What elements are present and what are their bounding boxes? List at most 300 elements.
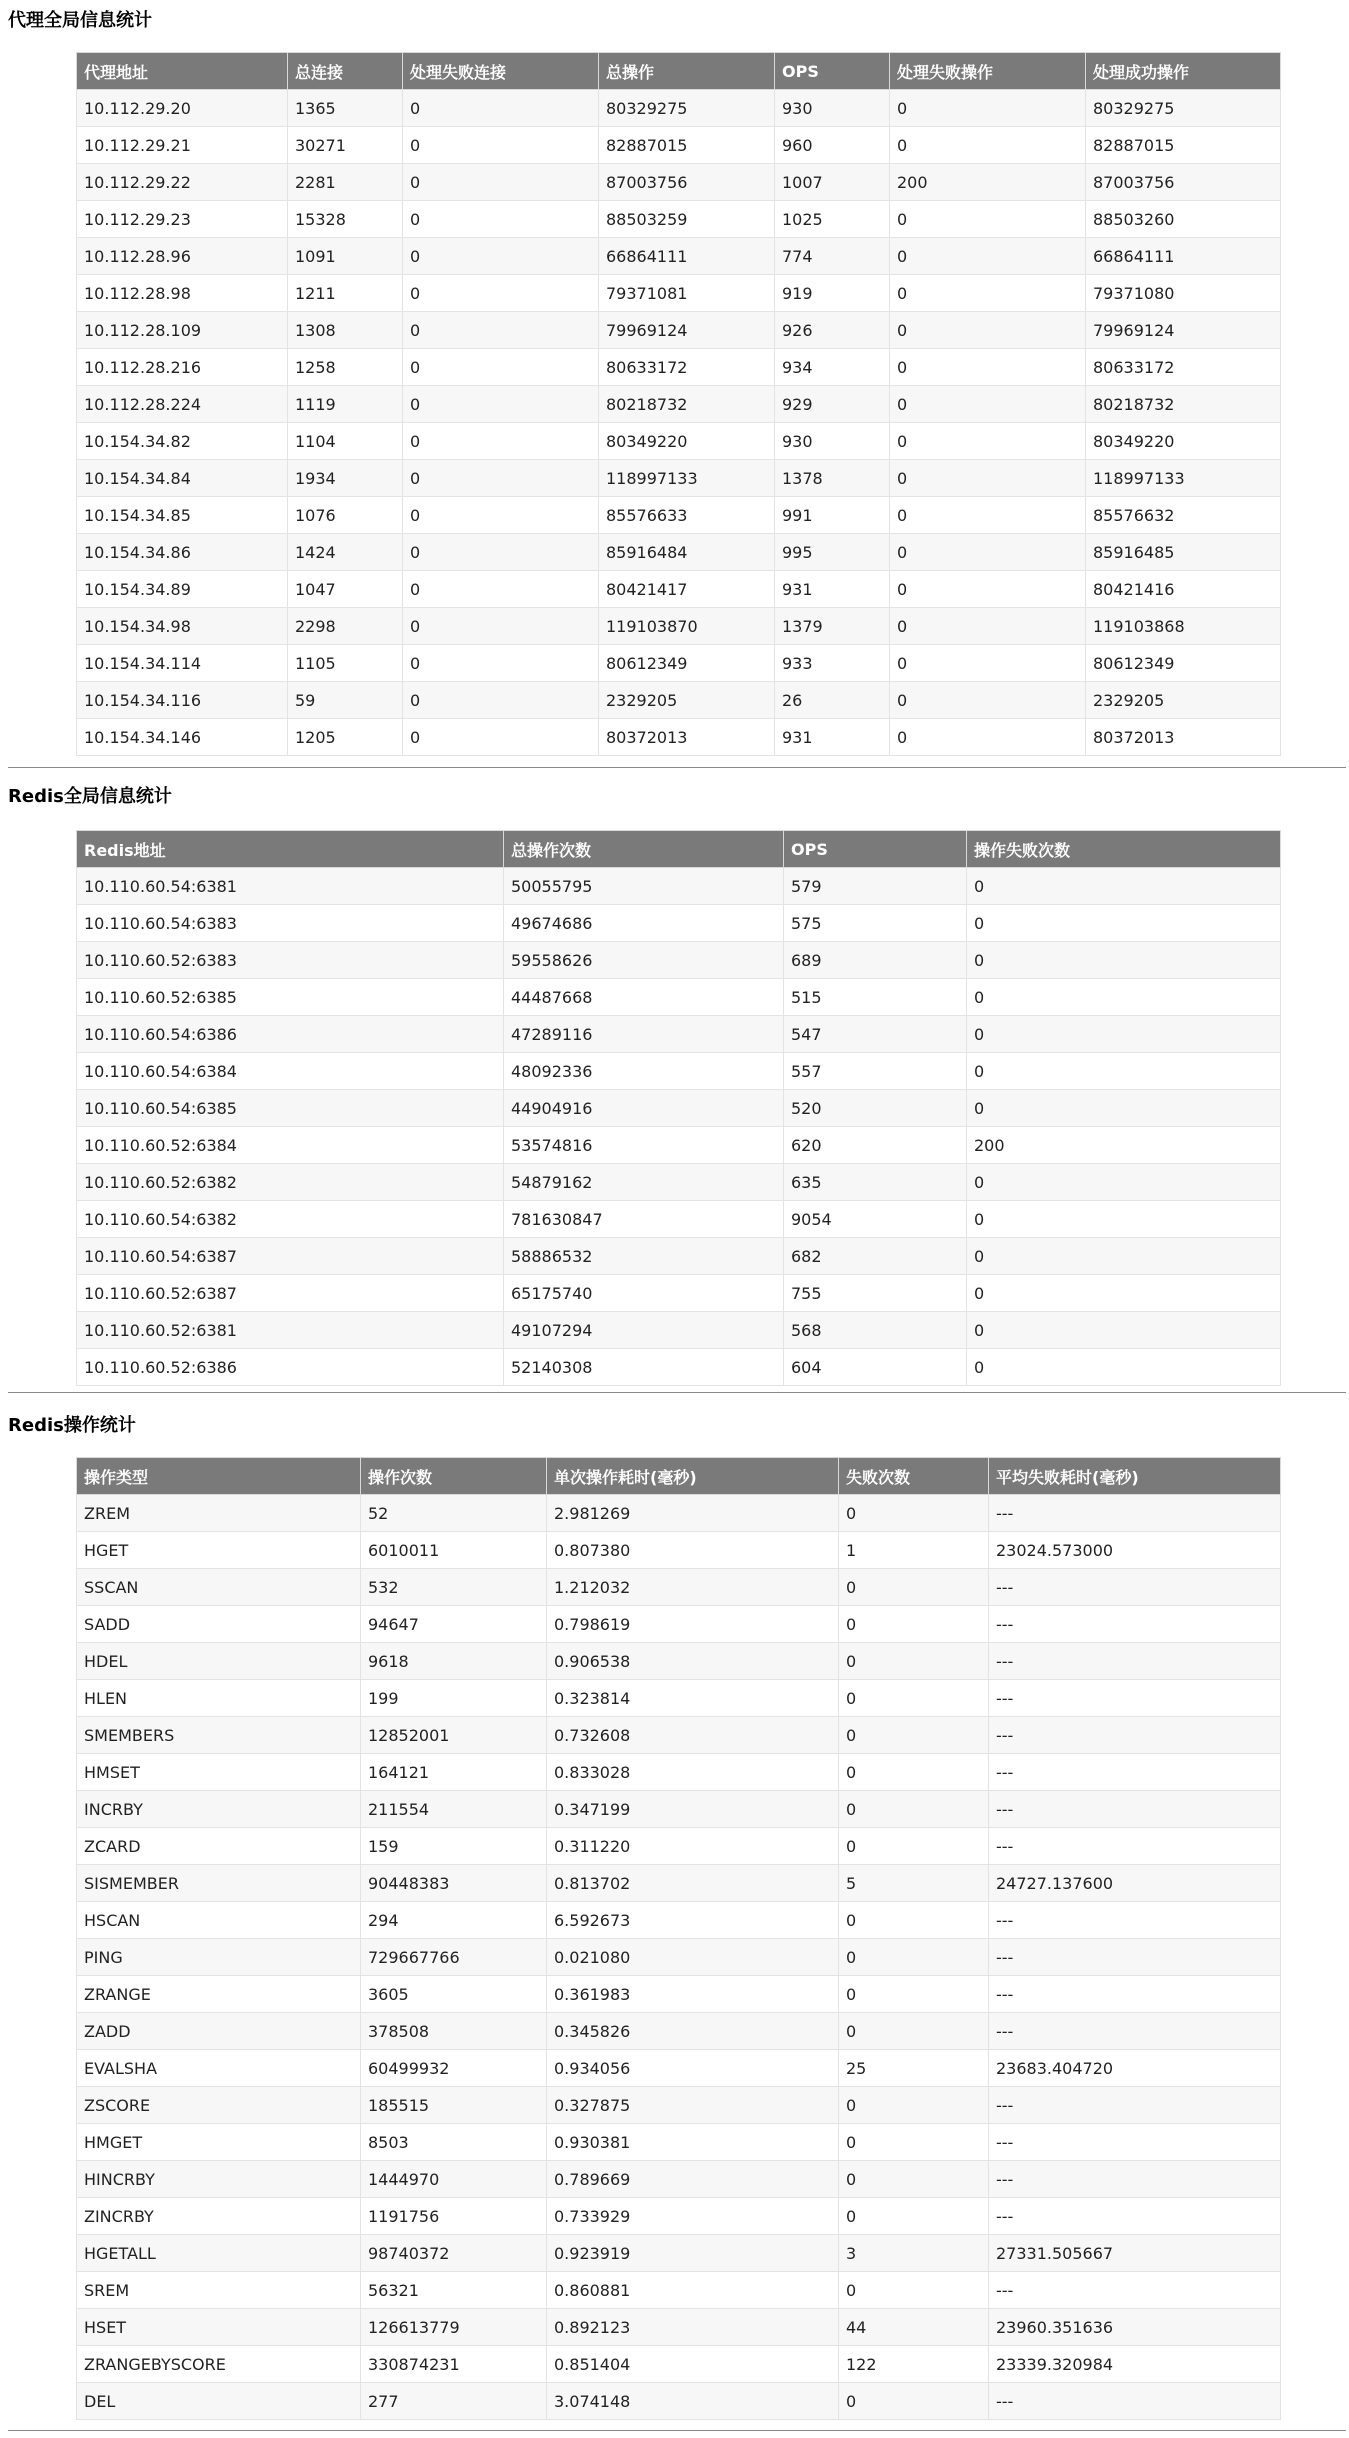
table-cell: 1205 xyxy=(288,719,403,756)
table-cell: 44904916 xyxy=(504,1090,784,1127)
table-cell: 931 xyxy=(775,719,890,756)
table-cell: ZCARD xyxy=(77,1828,361,1865)
table-cell: --- xyxy=(989,1606,1281,1643)
table-cell: 0 xyxy=(967,1238,1281,1275)
table-cell: ZRANGE xyxy=(77,1976,361,2013)
table-cell: 1424 xyxy=(288,534,403,571)
table-cell: 755 xyxy=(784,1275,967,1312)
table-cell: 0 xyxy=(839,1680,989,1717)
table-cell: 80421417 xyxy=(599,571,775,608)
section-divider xyxy=(8,1392,1346,1393)
table-cell: 88503259 xyxy=(599,201,775,238)
table-cell: 930 xyxy=(775,90,890,127)
table-cell: 0.851404 xyxy=(547,2346,839,2383)
table-row xyxy=(77,868,1281,905)
table-cell: 82887015 xyxy=(1086,127,1281,164)
table-cell: --- xyxy=(989,1902,1281,1939)
table-cell: 3 xyxy=(839,2235,989,2272)
table-row xyxy=(77,2013,1281,2050)
table-cell: 59 xyxy=(288,682,403,719)
table-cell: 48092336 xyxy=(504,1053,784,1090)
table-cell: --- xyxy=(989,1569,1281,1606)
table-cell: 0 xyxy=(403,164,599,201)
table-cell: 1379 xyxy=(775,608,890,645)
table-cell: --- xyxy=(989,2087,1281,2124)
table-cell: 2281 xyxy=(288,164,403,201)
table-row xyxy=(77,1754,1281,1791)
table-cell: 0 xyxy=(403,238,599,275)
table-cell: --- xyxy=(989,1680,1281,1717)
table-row xyxy=(77,349,1281,386)
table-cell: 30271 xyxy=(288,127,403,164)
table-cell: 0 xyxy=(890,201,1086,238)
redis-stats-table xyxy=(76,830,1281,1386)
table-cell: 10.154.34.146 xyxy=(77,719,288,756)
table-cell: --- xyxy=(989,1754,1281,1791)
table-cell: 0.807380 xyxy=(547,1532,839,1569)
table-row xyxy=(77,1532,1281,1569)
table-cell: 0 xyxy=(403,571,599,608)
table-row xyxy=(77,90,1281,127)
table-cell: 547 xyxy=(784,1016,967,1053)
table-cell: 94647 xyxy=(361,1606,547,1643)
table-row xyxy=(77,1164,1281,1201)
column-header: 总操作 xyxy=(599,53,775,90)
table-cell: 80612349 xyxy=(599,645,775,682)
table-cell: 0.906538 xyxy=(547,1643,839,1680)
table-cell: 122 xyxy=(839,2346,989,2383)
table-row xyxy=(77,719,1281,756)
table-cell: 53574816 xyxy=(504,1127,784,1164)
table-cell: 557 xyxy=(784,1053,967,1090)
table-cell: 52 xyxy=(361,1495,547,1532)
column-header: 失败次数 xyxy=(839,1458,989,1495)
table-row xyxy=(77,2198,1281,2235)
table-header xyxy=(77,53,1281,90)
table-cell: 10.110.60.52:6381 xyxy=(77,1312,504,1349)
table-cell: 781630847 xyxy=(504,1201,784,1238)
table-cell: 0 xyxy=(890,460,1086,497)
table-cell: 1105 xyxy=(288,645,403,682)
table-cell: 3605 xyxy=(361,1976,547,2013)
table-cell: 0.789669 xyxy=(547,2161,839,2198)
table-cell: 1378 xyxy=(775,460,890,497)
redis-ops-table xyxy=(76,1457,1281,2420)
table-row xyxy=(77,571,1281,608)
table-cell: ZSCORE xyxy=(77,2087,361,2124)
table-cell: 0 xyxy=(403,645,599,682)
table-cell: 689 xyxy=(784,942,967,979)
table-cell: HGET xyxy=(77,1532,361,1569)
table-cell: 568 xyxy=(784,1312,967,1349)
table-cell: 1365 xyxy=(288,90,403,127)
proxy-stats-table xyxy=(76,52,1281,756)
table-row xyxy=(77,1939,1281,1976)
table-cell: 52140308 xyxy=(504,1349,784,1386)
table-cell: HGETALL xyxy=(77,2235,361,2272)
table-cell: 0 xyxy=(890,497,1086,534)
table-cell: --- xyxy=(989,2198,1281,2235)
table-cell: 934 xyxy=(775,349,890,386)
table-cell: 10.110.60.52:6385 xyxy=(77,979,504,1016)
table-cell: 0 xyxy=(967,905,1281,942)
table-cell: 88503260 xyxy=(1086,201,1281,238)
table-cell: 0 xyxy=(839,1717,989,1754)
table-cell: 10.112.29.23 xyxy=(77,201,288,238)
table-cell: 10.112.28.224 xyxy=(77,386,288,423)
table-row xyxy=(77,127,1281,164)
table-cell: EVALSHA xyxy=(77,2050,361,2087)
table-row xyxy=(77,497,1281,534)
table-header xyxy=(77,831,1281,868)
table-cell: 10.110.60.52:6386 xyxy=(77,1349,504,1386)
table-cell: 10.110.60.52:6384 xyxy=(77,1127,504,1164)
table-cell: SREM xyxy=(77,2272,361,2309)
table-body xyxy=(77,90,1281,756)
column-header: OPS xyxy=(784,831,967,868)
table-cell: 0 xyxy=(403,275,599,312)
table-cell: 185515 xyxy=(361,2087,547,2124)
table-cell: 10.112.29.21 xyxy=(77,127,288,164)
table-cell: 27331.505667 xyxy=(989,2235,1281,2272)
table-cell: 2329205 xyxy=(599,682,775,719)
table-row xyxy=(77,2161,1281,2198)
table-row xyxy=(77,682,1281,719)
table-cell: 575 xyxy=(784,905,967,942)
table-cell: 604 xyxy=(784,1349,967,1386)
table-cell: 0 xyxy=(890,90,1086,127)
table-cell: ZREM xyxy=(77,1495,361,1532)
header-row xyxy=(77,1458,1281,1495)
table-cell: 10.110.60.54:6386 xyxy=(77,1016,504,1053)
table-cell: 0 xyxy=(967,979,1281,1016)
table-cell: 80421416 xyxy=(1086,571,1281,608)
table-cell: 0.923919 xyxy=(547,2235,839,2272)
table-cell: --- xyxy=(989,1976,1281,2013)
table-cell: 80349220 xyxy=(1086,423,1281,460)
column-header: 处理失败连接 xyxy=(403,53,599,90)
table-cell: 80218732 xyxy=(599,386,775,423)
table-cell: 50055795 xyxy=(504,868,784,905)
table-cell: 44 xyxy=(839,2309,989,2346)
table-cell: 6.592673 xyxy=(547,1902,839,1939)
table-cell: 995 xyxy=(775,534,890,571)
table-cell: 0 xyxy=(839,1569,989,1606)
table-cell: 49107294 xyxy=(504,1312,784,1349)
table-row xyxy=(77,1275,1281,1312)
table-cell: 0 xyxy=(839,1754,989,1791)
table-cell: 1025 xyxy=(775,201,890,238)
table-cell: --- xyxy=(989,1828,1281,1865)
table-cell: 0 xyxy=(403,423,599,460)
table-cell: 0.813702 xyxy=(547,1865,839,1902)
table-cell: 0.833028 xyxy=(547,1754,839,1791)
column-header: 代理地址 xyxy=(77,53,288,90)
table-cell: HINCRBY xyxy=(77,2161,361,2198)
table-cell: 82887015 xyxy=(599,127,775,164)
table-row xyxy=(77,2235,1281,2272)
table-cell: 0 xyxy=(403,349,599,386)
table-cell: 10.154.34.82 xyxy=(77,423,288,460)
table-cell: 79371080 xyxy=(1086,275,1281,312)
table-cell: 8503 xyxy=(361,2124,547,2161)
table-cell: 0.361983 xyxy=(547,1976,839,2013)
table-cell: 10.110.60.52:6387 xyxy=(77,1275,504,1312)
table-header xyxy=(77,1458,1281,1495)
table-cell: 1076 xyxy=(288,497,403,534)
table-cell: 1047 xyxy=(288,571,403,608)
table-cell: PING xyxy=(77,1939,361,1976)
table-cell: 80372013 xyxy=(1086,719,1281,756)
table-cell: 80633172 xyxy=(599,349,775,386)
table-row xyxy=(77,1238,1281,1275)
table-row xyxy=(77,386,1281,423)
table-row xyxy=(77,1902,1281,1939)
table-cell: 10.112.28.109 xyxy=(77,312,288,349)
table-cell: 0.021080 xyxy=(547,1939,839,1976)
column-header: 处理失败操作 xyxy=(890,53,1086,90)
table-cell: 12852001 xyxy=(361,1717,547,1754)
table-cell: 1007 xyxy=(775,164,890,201)
table-cell: HSET xyxy=(77,2309,361,2346)
table-cell: 930 xyxy=(775,423,890,460)
table-row xyxy=(77,1127,1281,1164)
table-cell: 0 xyxy=(890,608,1086,645)
table-row xyxy=(77,1349,1281,1386)
table-cell: 10.154.34.84 xyxy=(77,460,288,497)
table-cell: 0 xyxy=(403,201,599,238)
section-divider xyxy=(8,767,1346,768)
table-cell: 1191756 xyxy=(361,2198,547,2235)
table-cell: 5 xyxy=(839,1865,989,1902)
table-cell: 9054 xyxy=(784,1201,967,1238)
table-row xyxy=(77,645,1281,682)
table-row xyxy=(77,1606,1281,1643)
table-row xyxy=(77,2383,1281,2420)
table-cell: 118997133 xyxy=(1086,460,1281,497)
table-cell: SMEMBERS xyxy=(77,1717,361,1754)
table-cell: 0 xyxy=(967,1349,1281,1386)
table-row xyxy=(77,534,1281,571)
table-cell: SSCAN xyxy=(77,1569,361,1606)
table-cell: 10.154.34.89 xyxy=(77,571,288,608)
table-cell: 10.112.29.20 xyxy=(77,90,288,127)
table-cell: 3.074148 xyxy=(547,2383,839,2420)
table-cell: 1 xyxy=(839,1532,989,1569)
table-cell: ZRANGEBYSCORE xyxy=(77,2346,361,2383)
table-row xyxy=(77,1495,1281,1532)
table-cell: 532 xyxy=(361,1569,547,1606)
table-cell: 10.154.34.86 xyxy=(77,534,288,571)
table-row xyxy=(77,1828,1281,1865)
table-cell: 10.112.28.98 xyxy=(77,275,288,312)
table-cell: 23339.320984 xyxy=(989,2346,1281,2383)
table-cell: 919 xyxy=(775,275,890,312)
table-row xyxy=(77,1976,1281,2013)
table-cell: 0 xyxy=(967,1201,1281,1238)
table-cell: --- xyxy=(989,1717,1281,1754)
table-cell: 200 xyxy=(967,1127,1281,1164)
table-cell: 200 xyxy=(890,164,1086,201)
redis-ops-title: Redis操作统计 xyxy=(8,1415,136,1436)
table-cell: 1119 xyxy=(288,386,403,423)
table-cell: 0 xyxy=(967,1053,1281,1090)
table-cell: HLEN xyxy=(77,1680,361,1717)
table-cell: 6010011 xyxy=(361,1532,547,1569)
table-cell: 0.732608 xyxy=(547,1717,839,1754)
table-cell: 0 xyxy=(403,719,599,756)
table-cell: 47289116 xyxy=(504,1016,784,1053)
table-cell: 0.347199 xyxy=(547,1791,839,1828)
table-cell: 0 xyxy=(839,2013,989,2050)
table-row xyxy=(77,275,1281,312)
table-cell: 991 xyxy=(775,497,890,534)
table-cell: 0 xyxy=(890,312,1086,349)
table-cell: 98740372 xyxy=(361,2235,547,2272)
table-cell: 774 xyxy=(775,238,890,275)
table-row xyxy=(77,2346,1281,2383)
table-cell: 0.311220 xyxy=(547,1828,839,1865)
table-row xyxy=(77,1680,1281,1717)
table-cell: 10.110.60.52:6382 xyxy=(77,1164,504,1201)
table-cell: 0 xyxy=(403,312,599,349)
table-cell: 0 xyxy=(890,682,1086,719)
table-cell: 211554 xyxy=(361,1791,547,1828)
table-cell: 85916484 xyxy=(599,534,775,571)
table-row xyxy=(77,1865,1281,1902)
table-row xyxy=(77,164,1281,201)
table-cell: DEL xyxy=(77,2383,361,2420)
table-cell: 0 xyxy=(890,645,1086,682)
table-cell: 1444970 xyxy=(361,2161,547,2198)
table-cell: 0.733929 xyxy=(547,2198,839,2235)
table-cell: 1.212032 xyxy=(547,1569,839,1606)
table-cell: 0 xyxy=(403,90,599,127)
table-cell: 0.930381 xyxy=(547,2124,839,2161)
column-header: Redis地址 xyxy=(77,831,504,868)
table-cell: --- xyxy=(989,2124,1281,2161)
header-row xyxy=(77,831,1281,868)
table-cell: 85576633 xyxy=(599,497,775,534)
table-row xyxy=(77,2087,1281,2124)
table-cell: SADD xyxy=(77,1606,361,1643)
column-header: 单次操作耗时(毫秒) xyxy=(547,1458,839,1495)
table-row xyxy=(77,460,1281,497)
table-cell: 0 xyxy=(967,1164,1281,1201)
table-cell: 0 xyxy=(839,2161,989,2198)
table-cell: 520 xyxy=(784,1090,967,1127)
table-cell: 44487668 xyxy=(504,979,784,1016)
table-row xyxy=(77,423,1281,460)
table-cell: 0 xyxy=(839,1939,989,1976)
table-cell: 15328 xyxy=(288,201,403,238)
table-cell: 0 xyxy=(890,275,1086,312)
table-cell: 60499932 xyxy=(361,2050,547,2087)
table-cell: 87003756 xyxy=(599,164,775,201)
table-cell: 926 xyxy=(775,312,890,349)
table-cell: HDEL xyxy=(77,1643,361,1680)
table-cell: 79969124 xyxy=(599,312,775,349)
table-cell: 0 xyxy=(967,868,1281,905)
table-cell: 80349220 xyxy=(599,423,775,460)
table-row xyxy=(77,1643,1281,1680)
table-cell: 79371081 xyxy=(599,275,775,312)
table-cell: 0 xyxy=(890,238,1086,275)
table-cell: 0.345826 xyxy=(547,2013,839,2050)
table-cell: 10.154.34.116 xyxy=(77,682,288,719)
table-row xyxy=(77,2124,1281,2161)
table-cell: 2298 xyxy=(288,608,403,645)
table-cell: 126613779 xyxy=(361,2309,547,2346)
table-cell: 0 xyxy=(890,423,1086,460)
table-cell: --- xyxy=(989,1791,1281,1828)
table-cell: 0.798619 xyxy=(547,1606,839,1643)
header-row xyxy=(77,53,1281,90)
table-cell: 277 xyxy=(361,2383,547,2420)
table-row xyxy=(77,1791,1281,1828)
table-cell: --- xyxy=(989,2272,1281,2309)
table-cell: 80372013 xyxy=(599,719,775,756)
table-cell: 159 xyxy=(361,1828,547,1865)
table-cell: 0 xyxy=(839,1495,989,1532)
table-row xyxy=(77,2309,1281,2346)
table-cell: 79969124 xyxy=(1086,312,1281,349)
table-cell: 0 xyxy=(403,534,599,571)
table-cell: 933 xyxy=(775,645,890,682)
table-cell: 579 xyxy=(784,868,967,905)
table-cell: 635 xyxy=(784,1164,967,1201)
table-cell: 0 xyxy=(403,127,599,164)
table-row xyxy=(77,1201,1281,1238)
table-cell: 2.981269 xyxy=(547,1495,839,1532)
table-cell: 0 xyxy=(839,1828,989,1865)
table-cell: 1091 xyxy=(288,238,403,275)
table-row xyxy=(77,2272,1281,2309)
table-cell: 0.323814 xyxy=(547,1680,839,1717)
table-cell: 960 xyxy=(775,127,890,164)
table-row xyxy=(77,942,1281,979)
table-cell: 9618 xyxy=(361,1643,547,1680)
table-cell: 59558626 xyxy=(504,942,784,979)
table-cell: 85576632 xyxy=(1086,497,1281,534)
table-cell: 1308 xyxy=(288,312,403,349)
table-row xyxy=(77,201,1281,238)
table-cell: 378508 xyxy=(361,2013,547,2050)
table-cell: 25 xyxy=(839,2050,989,2087)
table-cell: 10.110.60.54:6383 xyxy=(77,905,504,942)
table-cell: 85916485 xyxy=(1086,534,1281,571)
table-cell: 58886532 xyxy=(504,1238,784,1275)
table-cell: --- xyxy=(989,1939,1281,1976)
table-cell: 10.110.60.54:6385 xyxy=(77,1090,504,1127)
proxy-stats-title: 代理全局信息统计 xyxy=(8,10,152,31)
table-cell: 0 xyxy=(839,1902,989,1939)
section-divider xyxy=(8,2430,1346,2431)
table-cell: 0 xyxy=(403,608,599,645)
table-cell: 0 xyxy=(839,1643,989,1680)
table-cell: ZADD xyxy=(77,2013,361,2050)
table-cell: 0 xyxy=(839,2124,989,2161)
table-cell: 620 xyxy=(784,1127,967,1164)
table-cell: 199 xyxy=(361,1680,547,1717)
table-cell: 0 xyxy=(839,2272,989,2309)
table-cell: 80329275 xyxy=(1086,90,1281,127)
table-cell: 80218732 xyxy=(1086,386,1281,423)
table-cell: --- xyxy=(989,1643,1281,1680)
table-cell: ZINCRBY xyxy=(77,2198,361,2235)
table-cell: 515 xyxy=(784,979,967,1016)
table-cell: 0 xyxy=(890,349,1086,386)
